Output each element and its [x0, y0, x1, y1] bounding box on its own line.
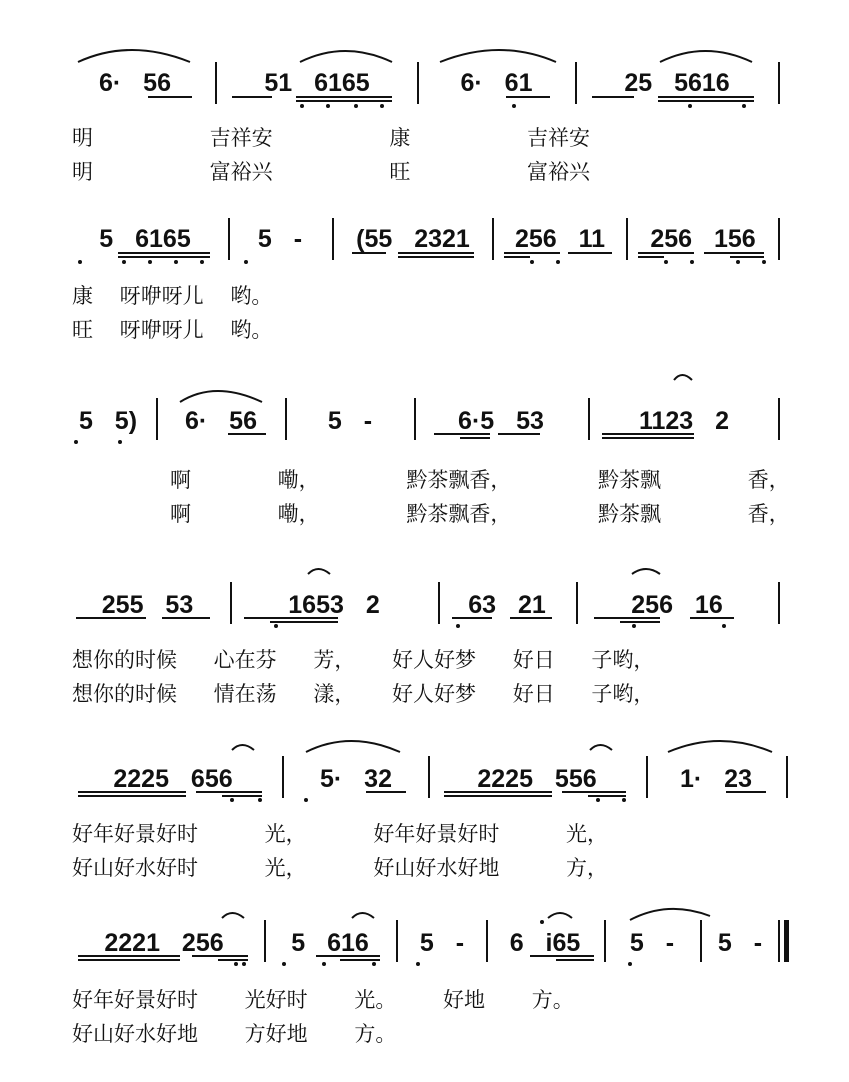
barline	[700, 920, 702, 962]
measure-notes: 6 i65	[509, 929, 581, 957]
barline	[626, 218, 628, 260]
measure-notes: 25 5616	[624, 69, 730, 97]
measure-notes: 255 53	[101, 591, 194, 619]
measure-notes: 6· 56	[185, 407, 257, 435]
barline	[778, 62, 780, 104]
barline	[414, 398, 416, 440]
barline	[264, 920, 266, 962]
measure-notes: 5 -	[419, 929, 465, 957]
barline	[576, 582, 578, 624]
lyric-line-1: 康 呀咿呀儿 哟。	[72, 284, 273, 308]
lyric-line-2: 明 富裕兴 旺 富裕兴	[72, 160, 591, 184]
measure-notes: (55 2321	[356, 225, 470, 253]
barline	[492, 218, 494, 260]
barline	[428, 756, 430, 798]
lyric-line-1: 好年好景好时 光好时 光。 好地 方。	[72, 988, 574, 1012]
measure-notes: 5 -	[717, 929, 763, 957]
barline	[332, 218, 334, 260]
barline	[417, 62, 419, 104]
measure-notes: 5 616	[291, 929, 369, 957]
lyric-line-1: 好年好景好时 光， 好年好景好时 光，	[72, 822, 609, 846]
barline	[575, 62, 577, 104]
barline	[285, 398, 287, 440]
lyric-line-2: 啊 嘞， 黔茶飘香， 黔茶飘 香，	[170, 502, 790, 526]
measure-notes: 63 21	[468, 591, 546, 619]
barline	[646, 756, 648, 798]
barline	[588, 398, 590, 440]
final-barline-thin	[778, 920, 780, 962]
barline	[215, 62, 217, 104]
measure-notes: 5· 32	[320, 765, 392, 793]
barline	[604, 920, 606, 962]
measure-notes: 5 6165	[99, 225, 191, 253]
measure-notes: 1· 23	[680, 765, 752, 793]
lyric-line-2: 好山好水好时 光， 好山好水好地 方，	[72, 856, 609, 880]
barline	[156, 398, 158, 440]
lyric-line-2: 想你的时候 情在荡 漾， 好人好梦 好日 子哟，	[72, 682, 655, 706]
measure-notes: 256 16	[631, 591, 723, 619]
barline	[282, 756, 284, 798]
barline	[778, 582, 780, 624]
barline	[778, 398, 780, 440]
lyric-line-1: 啊 嘞， 黔茶飘香， 黔茶飘 香，	[170, 468, 790, 492]
measure-notes: 1653 2	[288, 591, 380, 619]
measure-notes: 5 -	[257, 225, 303, 253]
lyric-line-1: 明 吉祥安 康 吉祥安	[72, 126, 591, 150]
barline	[438, 582, 440, 624]
final-barline-thick	[784, 920, 789, 962]
measure-notes: 5 5)	[78, 407, 138, 435]
barline	[228, 218, 230, 260]
barline	[778, 218, 780, 260]
measure-notes: 1123 2	[638, 407, 730, 435]
measure-notes: 5 -	[629, 929, 675, 957]
barline	[786, 756, 788, 798]
lyric-line-2: 好山好水好地 方好地 方。	[72, 1022, 397, 1046]
measure-notes: 6· 56	[99, 69, 171, 97]
measure-notes: 2221 256	[104, 929, 224, 957]
measure-notes: 5 -	[327, 407, 373, 435]
lyric-line-1: 想你的时候 心在芬 芳， 好人好梦 好日 子哟，	[72, 648, 655, 672]
measure-notes: 256 11	[514, 225, 606, 253]
measure-notes: 2225 556	[477, 765, 597, 793]
measure-notes: 51 6165	[264, 69, 370, 97]
barline	[396, 920, 398, 962]
measure-notes: 6· 61	[460, 69, 533, 97]
barline	[486, 920, 488, 962]
barline	[230, 582, 232, 624]
lyric-line-2: 旺 呀咿呀儿 哟。	[72, 318, 273, 342]
measure-notes: 256 156	[650, 225, 756, 253]
measure-notes: 6·5 53	[458, 407, 544, 435]
measure-notes: 2225 656	[113, 765, 233, 793]
